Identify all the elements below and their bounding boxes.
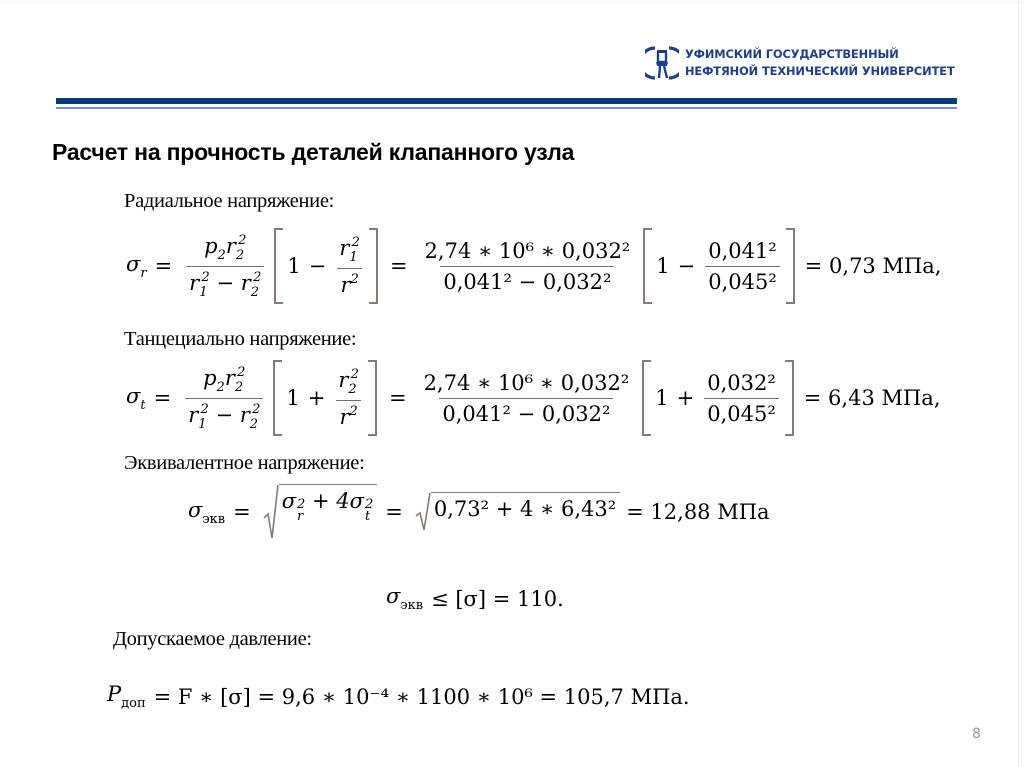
allowable-pressure-formula: $P_{доп}$ = F ∗ [σ] = 9,6 ∗ 10⁻⁴ ∗ 1100 ∗ 10⁶ = 105,7 МПа.: [107, 682, 690, 711]
university-name-line2: НЕФТЯНОЙ ТЕХНИЧЕСКИЙ УНИВЕРСИТЕТ: [685, 64, 955, 78]
radial-numeric-fraction: $\frac{\text{2,74 ∗ 10⁶ ∗ 0,032²}}{\text{0,041² − 0,032²}}$: [424, 238, 631, 294]
strength-condition: $\sigma_{экв}$ ≤ [σ] = 110.: [386, 584, 564, 613]
slide-right-border: [1018, 0, 1019, 767]
tangential-numeric-fraction: $\frac{\text{2,74 ∗ 10⁶ ∗ 0,032²}}{\text{0,041² − 0,032²}}$: [423, 370, 630, 426]
tangential-symbolic-fraction: $\frac{p_2r_2^2}{r_1^2 - r_2^2}$: [185, 365, 263, 432]
header-divider-thick: [56, 98, 957, 104]
radial-stress-formula: $\sigma_r$ = $\frac{p_2r_2^2}{r_1^2 - r_2^2}$ 1 − $\frac{r_1^2}{r^2}$ = $\frac{\text{2,74 ∗ 10⁶ ∗ 0,032²}}{\text{0,041² − 0,032²}}$ 1 − $\frac{\text{0,041²}}{\text{0,045²}}$ = 0,73 МПа,: [126, 228, 941, 304]
equivalent-stress-formula: $\sigma_{экв}$ = σ 2 r + 4σ 2 t = 0,73² + 4 ∗ 6,43² = 12,88 МПа: [188, 484, 770, 540]
right-bracket: [369, 228, 378, 304]
ugntu-logo-icon: [645, 44, 679, 82]
left-bracket: [643, 228, 652, 304]
university-name-line1: УФИМСКИЙ ГОСУДАРСТВЕННЫЙ: [685, 47, 899, 61]
allowable-pressure-label: Допускаемое давление:: [113, 628, 312, 650]
tangential-stress-label: Танцециально напряжение:: [124, 328, 357, 350]
right-bracket: [368, 360, 377, 436]
radial-lhs: $\sigma_r$: [126, 251, 147, 281]
left-bracket: [274, 228, 283, 304]
left-bracket: [273, 360, 282, 436]
right-bracket: [785, 360, 794, 436]
university-logo: [645, 44, 955, 82]
radical-icon: [263, 484, 279, 540]
slide-title: Расчет на прочность деталей клапанного узла: [52, 139, 575, 165]
right-bracket: [786, 228, 795, 304]
equivalent-stress-label: Эквивалентное напряжение:: [124, 452, 365, 474]
university-name: [685, 46, 955, 80]
radial-symbolic-fraction: $\frac{p_2r_2^2}{r_1^2 - r_2^2}$: [186, 233, 264, 300]
radical-icon: [415, 492, 431, 532]
equivalent-lhs: $\sigma_{экв}$: [188, 497, 226, 527]
tangential-stress-formula: $\sigma_t$ = $\frac{p_2r_2^2}{r_1^2 - r_2^2}$ 1 + $\frac{r_2^2}{r^2}$ = $\frac{\text{2,74 ∗ 10⁶ ∗ 0,032²}}{\text{0,041² − 0,032²}}$ 1 + $\frac{\text{0,032²}}{\text{0,045²}}$ = 6,43 МПа,: [126, 360, 941, 436]
sqrt-numeric: 0,73² + 4 ∗ 6,43²: [415, 492, 620, 532]
radial-result: = 0,73 МПа,: [804, 254, 942, 278]
tangential-lhs: $\sigma_t$: [126, 383, 146, 413]
page-number: 8: [972, 726, 981, 742]
equivalent-result: = 12,88 МПа: [626, 500, 770, 524]
radial-stress-label: Радиальное напряжение:: [124, 190, 335, 212]
slide-top-border: [0, 2, 1024, 3]
header-divider-thin: [56, 107, 957, 109]
sqrt-symbolic: σ 2 r + 4σ 2 t: [263, 484, 378, 540]
left-bracket: [642, 360, 651, 436]
tangential-result: = 6,43 МПа,: [803, 386, 941, 410]
